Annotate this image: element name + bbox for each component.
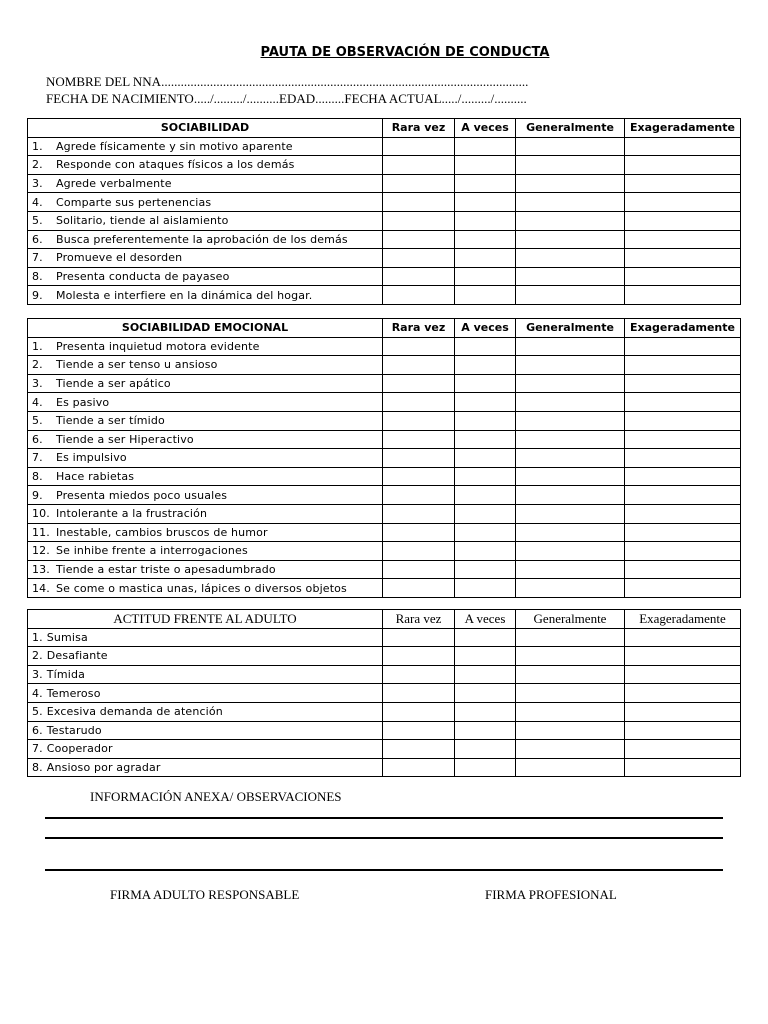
- table-row: [28, 579, 741, 598]
- rating-cell-generalmente[interactable]: [516, 286, 625, 305]
- rating-cell-exageradamente[interactable]: [625, 211, 741, 230]
- table-row: [28, 337, 741, 356]
- item-text: Temeroso: [46, 686, 101, 700]
- table-row: [28, 211, 741, 230]
- rating-cell-generalmente[interactable]: [516, 665, 625, 684]
- column-header: A veces: [455, 319, 516, 338]
- table-row: [28, 374, 741, 393]
- rating-cell-exageradamente[interactable]: [625, 486, 741, 505]
- column-header: Generalmente: [516, 319, 625, 338]
- rating-cell-rara-vez[interactable]: [383, 193, 455, 212]
- item-label: [28, 486, 383, 505]
- rating-cell-generalmente[interactable]: [516, 486, 625, 505]
- rating-cell-exageradamente[interactable]: [625, 411, 741, 430]
- rating-cell-rara-vez[interactable]: [383, 430, 455, 449]
- table-row: [28, 702, 741, 721]
- item-text: Tiende a estar triste o apesadumbrado: [56, 563, 276, 577]
- item-text: Cooperador: [46, 742, 113, 756]
- item-text: Tiende a ser apático: [56, 377, 171, 391]
- item-label: [28, 758, 383, 777]
- rating-cell-rara-vez[interactable]: [383, 721, 455, 740]
- rating-cell-exageradamente[interactable]: [625, 758, 741, 777]
- rating-cell-exageradamente[interactable]: [625, 374, 741, 393]
- rating-cell-generalmente[interactable]: [516, 702, 625, 721]
- rating-cell-a-veces[interactable]: [455, 356, 516, 375]
- rating-cell-generalmente[interactable]: [516, 449, 625, 468]
- item-text: Presenta inquietud motora evidente: [56, 339, 260, 353]
- rating-cell-a-veces[interactable]: [455, 249, 516, 268]
- item-text: Tiende a ser tímido: [56, 414, 165, 428]
- rating-cell-exageradamente[interactable]: [625, 665, 741, 684]
- rating-cell-rara-vez[interactable]: [383, 230, 455, 249]
- rating-cell-generalmente[interactable]: [516, 193, 625, 212]
- item-number: 10.: [32, 507, 50, 521]
- column-header: A veces: [455, 119, 516, 138]
- rating-cell-rara-vez[interactable]: [383, 156, 455, 175]
- item-number: 4.: [32, 195, 43, 209]
- rating-cell-exageradamente[interactable]: [625, 579, 741, 598]
- table-row: [28, 486, 741, 505]
- rating-cell-generalmente[interactable]: [516, 430, 625, 449]
- table-row: [28, 523, 741, 542]
- rating-cell-a-veces[interactable]: [455, 758, 516, 777]
- rating-cell-generalmente[interactable]: [516, 628, 625, 647]
- table-row: [28, 249, 741, 268]
- table-row: [28, 137, 741, 156]
- rating-cell-a-veces[interactable]: [455, 504, 516, 523]
- item-number: 8.: [32, 761, 43, 775]
- item-number: 4.: [32, 686, 43, 700]
- item-number: 2.: [32, 649, 43, 663]
- table-row: [28, 356, 741, 375]
- rating-cell-generalmente[interactable]: [516, 467, 625, 486]
- rating-cell-a-veces[interactable]: [455, 721, 516, 740]
- item-label: [28, 174, 383, 193]
- rating-cell-generalmente[interactable]: [516, 393, 625, 412]
- item-text: Es pasivo: [56, 395, 110, 409]
- item-label: [28, 647, 383, 666]
- item-label: [28, 230, 383, 249]
- item-text: Excesiva demanda de atención: [46, 705, 223, 719]
- rating-cell-rara-vez[interactable]: [383, 267, 455, 286]
- item-text: Inestable, cambios bruscos de humor: [56, 525, 268, 539]
- rating-cell-generalmente[interactable]: [516, 249, 625, 268]
- rating-cell-a-veces[interactable]: [455, 211, 516, 230]
- rating-cell-a-veces[interactable]: [455, 230, 516, 249]
- item-label: [28, 467, 383, 486]
- rating-cell-rara-vez[interactable]: [383, 542, 455, 561]
- item-label: [28, 523, 383, 542]
- column-header: A veces: [455, 610, 516, 629]
- item-label: [28, 137, 383, 156]
- item-label: [28, 684, 383, 703]
- rating-cell-rara-vez[interactable]: [383, 286, 455, 305]
- rating-cell-rara-vez[interactable]: [383, 467, 455, 486]
- item-text: Agrede físicamente y sin motivo aparente: [56, 139, 293, 153]
- rating-cell-exageradamente[interactable]: [625, 156, 741, 175]
- rating-cell-a-veces[interactable]: [455, 286, 516, 305]
- column-header: Generalmente: [516, 610, 625, 629]
- rating-cell-a-veces[interactable]: [455, 665, 516, 684]
- rating-cell-a-veces[interactable]: [455, 560, 516, 579]
- rating-cell-exageradamente[interactable]: [625, 647, 741, 666]
- table-row: [28, 758, 741, 777]
- section-title: SOCIABILIDAD: [28, 119, 383, 138]
- rating-cell-a-veces[interactable]: [455, 174, 516, 193]
- rating-cell-exageradamente[interactable]: [625, 249, 741, 268]
- table-row: [28, 560, 741, 579]
- rating-cell-rara-vez[interactable]: [383, 337, 455, 356]
- rating-cell-a-veces[interactable]: [455, 156, 516, 175]
- item-number: 14.: [32, 581, 50, 595]
- item-label: [28, 356, 383, 375]
- item-number: 1.: [32, 630, 43, 644]
- rating-cell-exageradamente[interactable]: [625, 267, 741, 286]
- item-label: [28, 665, 383, 684]
- annex-label: INFORMACIÓN ANEXA/ OBSERVACIONES: [90, 789, 342, 804]
- rating-cell-a-veces[interactable]: [455, 647, 516, 666]
- column-header: Exageradamente: [625, 610, 741, 629]
- rating-cell-exageradamente[interactable]: [625, 193, 741, 212]
- rating-cell-exageradamente[interactable]: [625, 504, 741, 523]
- table-row: [28, 467, 741, 486]
- rating-cell-exageradamente[interactable]: [625, 230, 741, 249]
- item-label: [28, 542, 383, 561]
- table-row: [28, 449, 741, 468]
- rating-cell-rara-vez[interactable]: [383, 684, 455, 703]
- item-label: [28, 193, 383, 212]
- rating-cell-exageradamente[interactable]: [625, 721, 741, 740]
- actitud-adulto-table: [27, 609, 741, 777]
- rating-cell-a-veces[interactable]: [455, 137, 516, 156]
- rating-cell-exageradamente[interactable]: [625, 393, 741, 412]
- rating-cell-rara-vez[interactable]: [383, 486, 455, 505]
- item-label: [28, 156, 383, 175]
- rating-cell-a-veces[interactable]: [455, 393, 516, 412]
- item-text: Agrede verbalmente: [56, 177, 172, 191]
- rating-cell-generalmente[interactable]: [516, 137, 625, 156]
- item-number: 6.: [32, 723, 43, 737]
- item-number: 2.: [32, 358, 43, 372]
- item-number: 7.: [32, 742, 43, 756]
- rating-cell-generalmente[interactable]: [516, 523, 625, 542]
- table-row: [28, 628, 741, 647]
- item-text: Se come o mastica unas, lápices o diversos objetos: [56, 581, 347, 595]
- rating-cell-generalmente[interactable]: [516, 337, 625, 356]
- nombre-field-line[interactable]: NOMBRE DEL NNA.................................................................................................................: [46, 74, 529, 89]
- rating-cell-a-veces[interactable]: [455, 542, 516, 561]
- column-header: Generalmente: [516, 119, 625, 138]
- rating-cell-generalmente[interactable]: [516, 721, 625, 740]
- item-text: Es impulsivo: [56, 451, 127, 465]
- item-number: 11.: [32, 525, 50, 539]
- rating-cell-rara-vez[interactable]: [383, 628, 455, 647]
- rating-cell-a-veces[interactable]: [455, 337, 516, 356]
- signature-adult-label: FIRMA ADULTO RESPONSABLE: [110, 887, 300, 902]
- item-label: [28, 560, 383, 579]
- rating-cell-rara-vez[interactable]: [383, 665, 455, 684]
- table-row: [28, 393, 741, 412]
- item-number: 2.: [32, 158, 43, 172]
- section-title: SOCIABILIDAD EMOCIONAL: [28, 319, 383, 338]
- rating-cell-a-veces[interactable]: [455, 628, 516, 647]
- item-number: 6.: [32, 232, 43, 246]
- rating-cell-rara-vez[interactable]: [383, 449, 455, 468]
- rating-cell-exageradamente[interactable]: [625, 449, 741, 468]
- rating-cell-exageradamente[interactable]: [625, 523, 741, 542]
- rating-cell-rara-vez[interactable]: [383, 579, 455, 598]
- rating-cell-a-veces[interactable]: [455, 267, 516, 286]
- rating-cell-generalmente[interactable]: [516, 174, 625, 193]
- item-text: Promueve el desorden: [56, 251, 183, 265]
- table-row: [28, 286, 741, 305]
- rating-cell-exageradamente[interactable]: [625, 740, 741, 759]
- item-number: 5.: [32, 705, 43, 719]
- table-row: [28, 740, 741, 759]
- rating-cell-exageradamente[interactable]: [625, 702, 741, 721]
- sociabilidad-emocional-table: [27, 318, 741, 598]
- item-number: 12.: [32, 544, 50, 558]
- item-text: Presenta miedos poco usuales: [56, 488, 228, 502]
- item-label: [28, 740, 383, 759]
- rating-cell-generalmente[interactable]: [516, 560, 625, 579]
- rating-cell-rara-vez[interactable]: [383, 740, 455, 759]
- item-text: Comparte sus pertenencias: [56, 195, 212, 209]
- table-row: [28, 267, 741, 286]
- item-number: 5.: [32, 214, 43, 228]
- rating-cell-rara-vez[interactable]: [383, 249, 455, 268]
- rating-cell-rara-vez[interactable]: [383, 374, 455, 393]
- rating-cell-rara-vez[interactable]: [383, 211, 455, 230]
- rating-cell-generalmente[interactable]: [516, 647, 625, 666]
- column-header: Rara vez: [383, 119, 455, 138]
- observation-line[interactable]: [45, 869, 723, 871]
- rating-cell-rara-vez[interactable]: [383, 647, 455, 666]
- item-text: Hace rabietas: [56, 470, 135, 484]
- item-label: [28, 411, 383, 430]
- rating-cell-exageradamente[interactable]: [625, 542, 741, 561]
- item-label: [28, 430, 383, 449]
- item-number: 3.: [32, 177, 43, 191]
- item-number: 3.: [32, 377, 43, 391]
- rating-cell-exageradamente[interactable]: [625, 356, 741, 375]
- item-label: [28, 393, 383, 412]
- table-row: [28, 504, 741, 523]
- table-row: [28, 721, 741, 740]
- item-number: 8.: [32, 270, 43, 284]
- rating-cell-exageradamente[interactable]: [625, 174, 741, 193]
- item-text: Sumisa: [46, 630, 88, 644]
- table-row: [28, 230, 741, 249]
- item-text: Tiende a ser tenso u ansioso: [56, 358, 218, 372]
- item-number: 7.: [32, 251, 43, 265]
- sociabilidad-table: [27, 118, 741, 305]
- rating-cell-rara-vez[interactable]: [383, 411, 455, 430]
- section-title: ACTITUD FRENTE AL ADULTO: [28, 610, 383, 629]
- item-label: [28, 337, 383, 356]
- table-row: [28, 411, 741, 430]
- rating-cell-a-veces[interactable]: [455, 523, 516, 542]
- rating-cell-generalmente[interactable]: [516, 758, 625, 777]
- rating-cell-a-veces[interactable]: [455, 486, 516, 505]
- rating-cell-generalmente[interactable]: [516, 579, 625, 598]
- item-text: Desafiante: [46, 649, 108, 663]
- table-row: [28, 156, 741, 175]
- table-row: [28, 542, 741, 561]
- rating-cell-rara-vez[interactable]: [383, 702, 455, 721]
- fecha-field-line[interactable]: FECHA DE NACIMIENTO...../........./..........EDAD.........FECHA ACTUAL...../........./..........: [46, 91, 527, 106]
- rating-cell-exageradamente[interactable]: [625, 628, 741, 647]
- rating-cell-rara-vez[interactable]: [383, 523, 455, 542]
- item-label: [28, 504, 383, 523]
- item-number: 1.: [32, 139, 43, 153]
- item-text: Testarudo: [46, 723, 102, 737]
- rating-cell-a-veces[interactable]: [455, 430, 516, 449]
- rating-cell-generalmente[interactable]: [516, 684, 625, 703]
- rating-cell-rara-vez[interactable]: [383, 560, 455, 579]
- rating-cell-exageradamente[interactable]: [625, 684, 741, 703]
- column-header: Rara vez: [383, 319, 455, 338]
- item-label: [28, 211, 383, 230]
- item-label: [28, 449, 383, 468]
- rating-cell-rara-vez[interactable]: [383, 393, 455, 412]
- item-number: 4.: [32, 395, 43, 409]
- item-text: Presenta conducta de payaseo: [56, 270, 230, 284]
- item-label: [28, 267, 383, 286]
- rating-cell-generalmente[interactable]: [516, 740, 625, 759]
- rating-cell-generalmente[interactable]: [516, 267, 625, 286]
- rating-cell-rara-vez[interactable]: [383, 758, 455, 777]
- item-number: 9.: [32, 488, 43, 502]
- item-label: [28, 286, 383, 305]
- rating-cell-a-veces[interactable]: [455, 684, 516, 703]
- rating-cell-rara-vez[interactable]: [383, 137, 455, 156]
- rating-cell-rara-vez[interactable]: [383, 174, 455, 193]
- item-text: Molesta e interfiere en la dinámica del hogar.: [56, 288, 313, 302]
- item-number: 13.: [32, 563, 50, 577]
- item-number: 6.: [32, 432, 43, 446]
- item-label: [28, 374, 383, 393]
- rating-cell-a-veces[interactable]: [455, 740, 516, 759]
- item-label: [28, 249, 383, 268]
- rating-cell-generalmente[interactable]: [516, 356, 625, 375]
- rating-cell-generalmente[interactable]: [516, 542, 625, 561]
- item-number: 7.: [32, 451, 43, 465]
- item-text: Se inhibe frente a interrogaciones: [56, 544, 248, 558]
- rating-cell-exageradamente[interactable]: [625, 337, 741, 356]
- rating-cell-a-veces[interactable]: [455, 579, 516, 598]
- item-number: 8.: [32, 470, 43, 484]
- column-header: Exageradamente: [625, 119, 741, 138]
- item-number: 5.: [32, 414, 43, 428]
- item-text: Ansioso por agradar: [46, 761, 161, 775]
- rating-cell-exageradamente[interactable]: [625, 467, 741, 486]
- rating-cell-exageradamente[interactable]: [625, 137, 741, 156]
- item-number: 9.: [32, 288, 43, 302]
- observation-line[interactable]: [45, 817, 723, 819]
- table-row: [28, 684, 741, 703]
- rating-cell-a-veces[interactable]: [455, 374, 516, 393]
- rating-cell-exageradamente[interactable]: [625, 560, 741, 579]
- item-number: 1.: [32, 339, 43, 353]
- rating-cell-a-veces[interactable]: [455, 702, 516, 721]
- rating-cell-generalmente[interactable]: [516, 156, 625, 175]
- rating-cell-a-veces[interactable]: [455, 193, 516, 212]
- item-text: Busca preferentemente la aprobación de los demás: [56, 232, 348, 246]
- item-label: [28, 628, 383, 647]
- rating-cell-generalmente[interactable]: [516, 374, 625, 393]
- rating-cell-exageradamente[interactable]: [625, 430, 741, 449]
- item-text: Solitario, tiende al aislamiento: [56, 214, 229, 228]
- rating-cell-a-veces[interactable]: [455, 467, 516, 486]
- item-label: [28, 579, 383, 598]
- table-row: [28, 430, 741, 449]
- item-number: 3.: [32, 668, 43, 682]
- rating-cell-rara-vez[interactable]: [383, 504, 455, 523]
- observation-line[interactable]: [45, 837, 723, 839]
- rating-cell-generalmente[interactable]: [516, 211, 625, 230]
- rating-cell-generalmente[interactable]: [516, 230, 625, 249]
- item-text: Tímida: [46, 668, 85, 682]
- rating-cell-rara-vez[interactable]: [383, 356, 455, 375]
- rating-cell-a-veces[interactable]: [455, 449, 516, 468]
- rating-cell-generalmente[interactable]: [516, 504, 625, 523]
- signature-professional-label: FIRMA PROFESIONAL: [485, 887, 617, 902]
- item-label: [28, 721, 383, 740]
- table-row: [28, 174, 741, 193]
- rating-cell-generalmente[interactable]: [516, 411, 625, 430]
- item-text: Intolerante a la frustración: [56, 507, 208, 521]
- page-title: PAUTA DE OBSERVACIÓN DE CONDUCTA: [260, 45, 550, 60]
- item-text: Tiende a ser Hiperactivo: [56, 432, 194, 446]
- item-label: [28, 702, 383, 721]
- table-row: [28, 647, 741, 666]
- column-header: Exageradamente: [625, 319, 741, 338]
- item-text: Responde con ataques físicos a los demás: [56, 158, 295, 172]
- rating-cell-a-veces[interactable]: [455, 411, 516, 430]
- rating-cell-exageradamente[interactable]: [625, 286, 741, 305]
- table-row: [28, 665, 741, 684]
- table-row: [28, 193, 741, 212]
- column-header: Rara vez: [383, 610, 455, 629]
